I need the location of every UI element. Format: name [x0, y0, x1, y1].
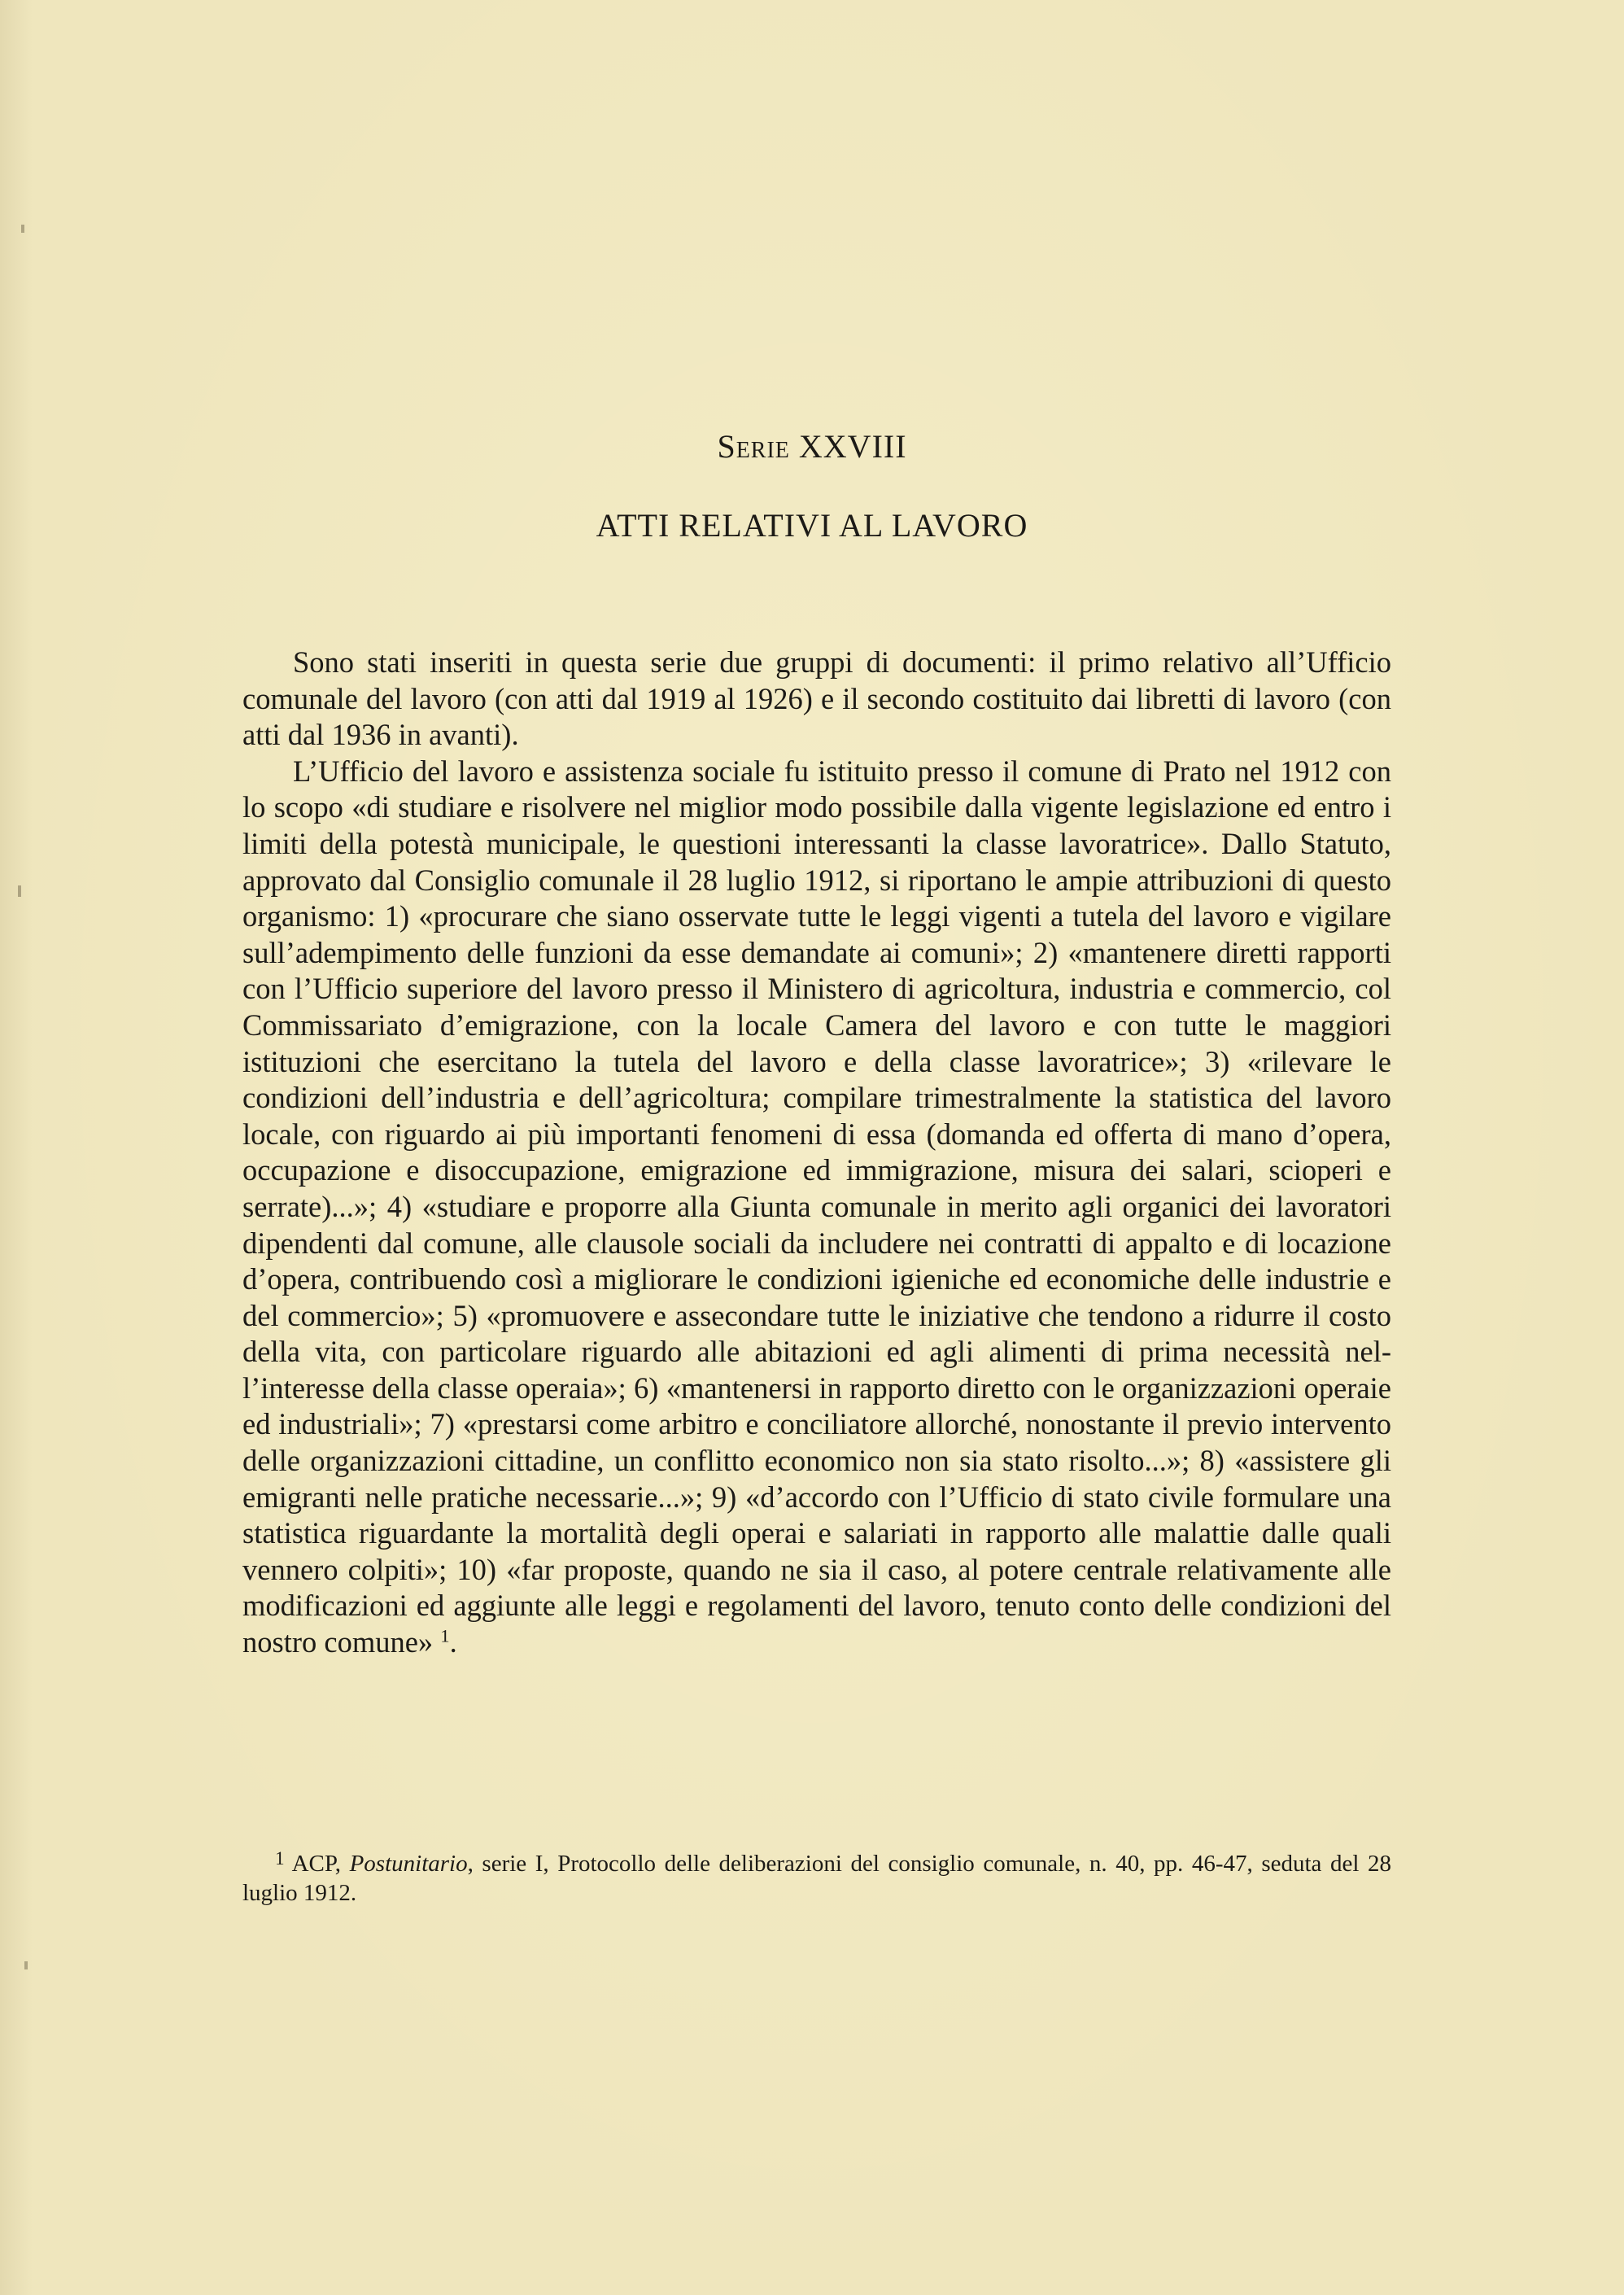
paragraph-2-text: L’Ufficio del lavoro e assistenza sociale fu istituito presso il comune di Prato nel 1912 con lo scopo «di studiare e risolvere nel miglior modo possibile dalla vigente legislazione ed entro i limiti della potestà municipale, le questioni interessanti la classe lavoratrice». Dallo Statuto, approvato dal Consiglio comunale il 28 luglio 1912, si riportano le ampie attribuzioni di questo organismo: 1) «procurare che siano osservate tutte le leggi vigenti a tutela del lavoro e vigilare sull’adempimento delle funzioni da esse demandate ai comuni»; 2) «mantenere diretti rapporti con l’Ufficio superiore del lavoro presso il Ministero di agricoltura, industria e commercio, col Commissariato d’emigrazione, con la locale Camera del lavoro e con tutte le maggiori istituzioni che esercitano la tutela del lavoro e della classe lavoratrice»; 3) «rilevare le condizioni dell’industria e dell’agricoltura; compilare trimestralmente la statistica del lavoro locale, con riguardo ai più importanti fenomeni di essa (domanda ed offerta di mano d’opera, occupazione e disoccupazione, emigrazione ed immigrazione, misura dei salari, scioperi e serrate)...»; 4) «studiare e proporre alla Giunta comunale in merito agli organici dei lavoratori dipendenti dal comune, alle clausole sociali da includere nei contratti di appalto e di locazione d’opera, contribuendo così a migliorare le condizioni igieniche ed economiche delle industrie e del commercio»; 5) «promuovere e assecondare tutte le iniziative che tendono a ridurre il costo della vita, con particolare riguardo alle abitazioni ed agli alimenti di prima necessità nell’interesse della classe operaia»; 6) «mantenersi in rapporto diretto con le organizzazioni operaie ed industriali»; 7) «prestarsi come arbitro e conciliatore allorché, nonostante il previo intervento delle organizzazioni cittadine, un conflitto economico non sia stato risolto...»; 8) «assistere gli emigranti nelle pratiche necessarie...»; 9) «d’accordo con l’Ufficio di stato civile formulare una statistica riguardante la mortalità degli operai e salariati in rapporto alle malattie dalle quali vennero colpiti»; 10) «far proposte, quando ne sia il caso, al potere centrale relativamente alle modificazioni ed aggiunte alle leggi e regolamenti del lavoro, tenuto conto delle condizioni del nostro comune»: [242, 754, 1391, 1659]
footnote-text: , serie I, Protocollo delle deliberazioni del consiglio comunale, n. 40, pp. 46-47, seduta del 28 luglio 1912.: [242, 1851, 1391, 1906]
body-text: [242, 645, 1391, 1661]
margin-speck: [18, 885, 21, 897]
series-number: XXVIII: [798, 428, 907, 465]
paragraph-2: L’Ufficio del lavoro e assistenza sociale fu istituito presso il comune di Prato nel 1912 con lo scopo «di studiare e risolvere nel miglior modo possibile dalla vigente legislazione ed entro i limiti della potestà municipale, le questioni interessanti la classe lavoratrice». Dallo Statuto, approvato dal Consiglio comunale il 28 luglio 1912, si riportano le ampie attribuzioni di questo organismo: 1) «procurare che siano osservate tutte le leggi vigenti a tutela del lavoro e vigilare sull’adempimento delle funzioni da esse demandate ai comuni»; 2) «mantenere diretti rapporti con l’Ufficio superiore del lavoro presso il Ministero di agricoltura, industria e commercio, col Commissariato d’emigrazione, con la locale Camera del lavoro e con tutte le maggiori istituzioni che esercitano la tutela del lavoro e della classe lavoratrice»; 3) «rilevare le condizioni dell’industria e dell’agricoltura; compilare trimestralmente la statistica del lavoro locale, con riguardo ai più importanti fenomeni di essa (domanda ed offerta di mano d’opera, occupazione e disoccupazione, emigrazione ed immigrazione, misura dei salari, scioperi e serrate)...»; 4) «studiare e proporre alla Giunta comunale in merito agli organici dei lavoratori dipendenti dal comune, alle clausole sociali da includere nei contratti di appalto e di locazione d’opera, contribuendo così a migliorare le condizioni igieniche ed economiche delle industrie e del commercio»; 5) «promuovere e assecondare tutte le iniziative che tendono a ridurre il costo della vita, con particolare riguardo alle abitazioni ed agli alimenti di prima necessità nell’interesse della classe operaia»; 6) «mantenersi in rapporto diretto con le organizzazioni operaie ed industriali»; 7) «prestarsi come arbitro e conciliatore allorché, nonostante il previo intervento delle organizzazioni cittadine, un conflitto economico non sia stato risolto...»; 8) «assistere gli emigranti nelle pratiche necessarie...»; 9) «d’accordo con l’Ufficio di stato civile formulare una statistica riguardante la mortalità degli operai e salariati in rapporto alle malattie dalle quali vennero colpiti»; 10) «far proposte, quando ne sia il caso, al potere centrale relativamente alle modificazioni ed aggiunte alle leggi e regolamenti del lavoro, tenuto conto delle condizioni del nostro comune» $^1$.: [242, 754, 1391, 1659]
footnote-number: 1: [275, 1847, 285, 1869]
series-heading: [0, 427, 1624, 466]
series-prefix: Serie: [717, 428, 790, 465]
paragraph-1: Sono stati inseriti in questa serie due gruppi di documenti: il primo relativo all’Ufficio comunale del lavoro (con atti dal 1919 al 1926) e il secondo costituito dai libretti di lavoro (con atti dal 1936 in avanti).: [242, 645, 1391, 752]
margin-speck: [21, 225, 24, 233]
footnote-archive: ACP,: [291, 1851, 342, 1877]
footnote-source: Postunitario: [349, 1851, 468, 1877]
footnote-reference: 1: [440, 1625, 450, 1646]
footnote: [242, 1849, 1391, 1908]
series-title: ATTI RELATIVI AL LAVORO: [596, 507, 1028, 544]
margin-speck: [24, 1961, 28, 1969]
